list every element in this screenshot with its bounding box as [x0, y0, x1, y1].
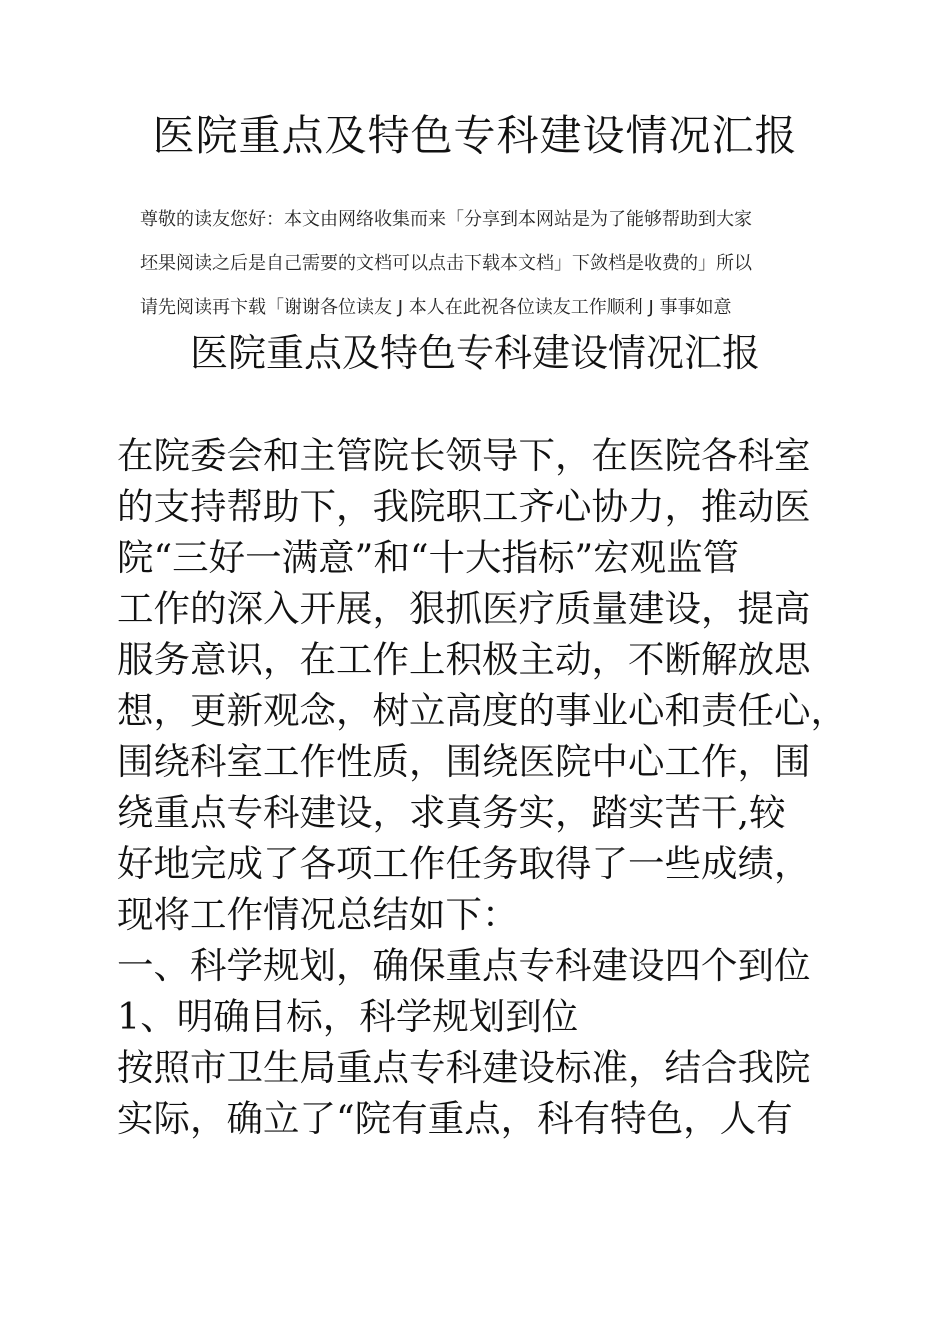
body-line: 服务意识，在工作上积极主动，不断解放思	[117, 638, 811, 681]
body-line: 实际，确立了“院有重点，科有特色，人有	[117, 1097, 793, 1140]
body-line: 按照市卫生局重点专科建设标准，结合我院	[117, 1046, 811, 1089]
body-line: 现将工作情况总结如下：	[117, 893, 519, 936]
body-line: 院“三好一满意”和“十大指标”宏观监管	[117, 536, 740, 579]
body-line: 想，更新观念，树立高度的事业心和责任心，	[117, 689, 847, 732]
body-line: 围绕科室工作性质，围绕医院中心工作，围	[117, 740, 811, 783]
body-line: 在院委会和主管院长领导下，在医院各科室	[117, 434, 811, 477]
notice-line: 请先阅读再卞载「谢谢各位读友 J 本人在此祝各位读友工作顺利 J 事事如意	[140, 297, 732, 318]
body-line: 绕重点专科建设，求真务实，踏实苦干,较	[117, 791, 786, 834]
document-title: 医院重点及特色专科建设情况汇报	[152, 111, 798, 160]
body-line: 工作的深入开展，狠抓医疗质量建设，提高	[117, 587, 811, 630]
notice-line: 坯果阅读之后是自己需要的文档可以点击下载本文档」下敛档是收费的」所以	[140, 253, 752, 274]
section-heading: 一、科学规划，确保重点专科建设四个到位	[117, 944, 811, 987]
notice-line: 尊敬的读友您好：本文由网络收集而来「分享到本网站是为了能够帮助到大家	[140, 209, 752, 230]
body-line: 好地完成了各项工作任务取得了一些成绩，	[117, 842, 811, 885]
body-line: 的支持帮助下，我院职工齐心协力，推动医	[117, 485, 811, 528]
document-body	[117, 430, 847, 1144]
subsection-heading: 1、明确目标，科学规划到位	[117, 995, 579, 1038]
download-notice	[140, 198, 840, 330]
document-subtitle: 医院重点及特色专科建设情况汇报	[189, 331, 760, 375]
